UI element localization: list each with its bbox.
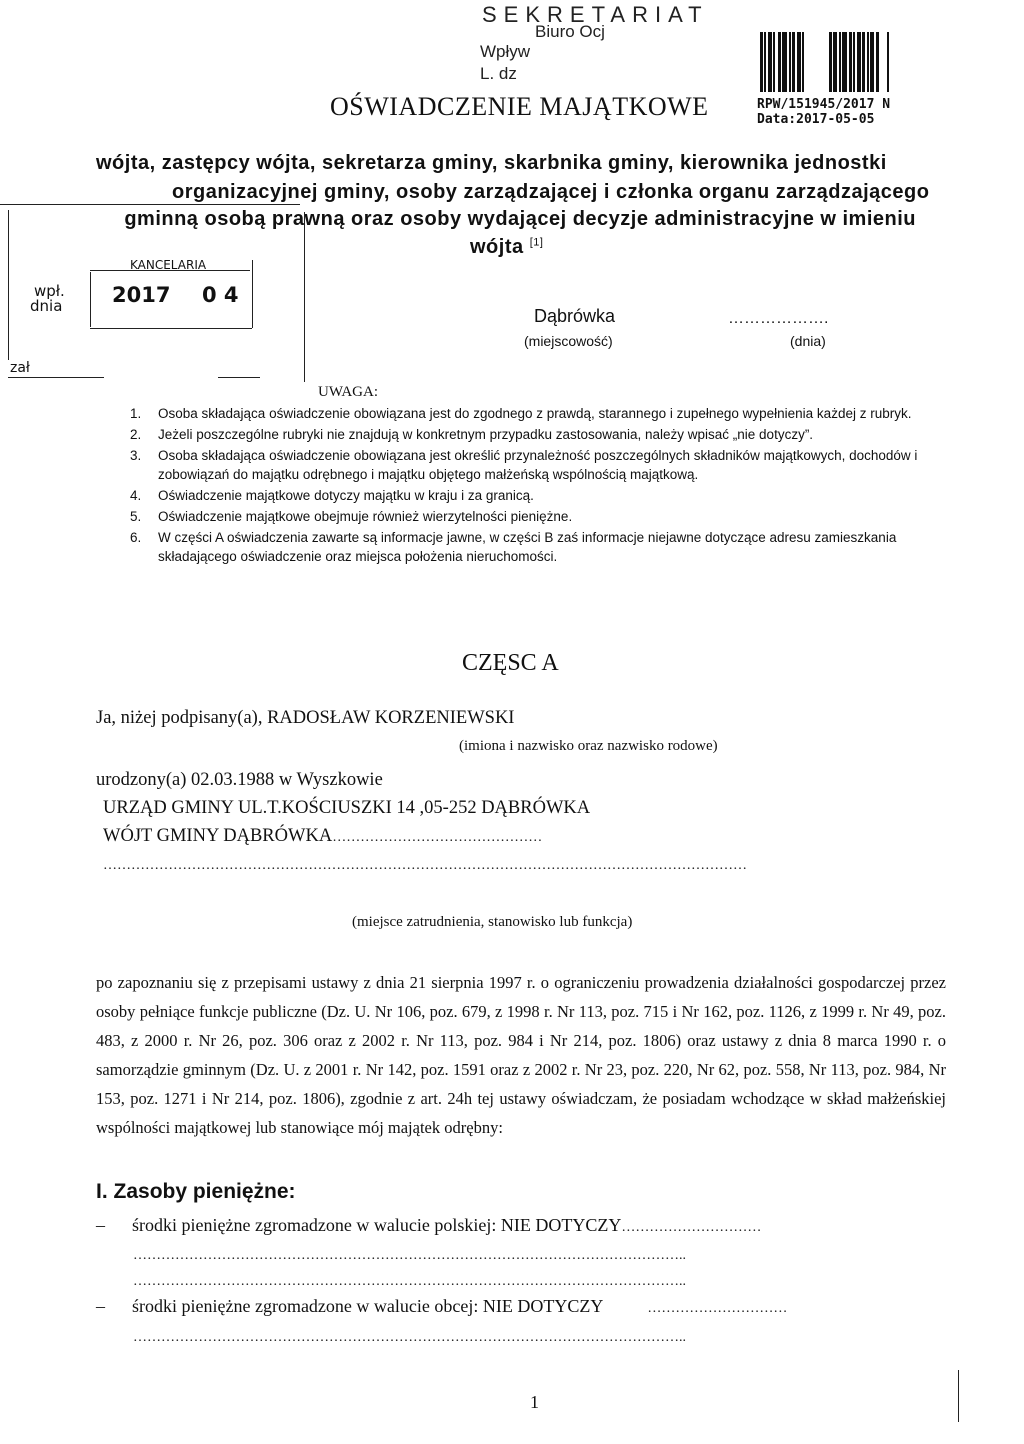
barcode <box>760 32 889 92</box>
money-pln-dash: – <box>96 1215 105 1235</box>
money-pln-text: środki pieniężne zgromadzone w walucie polskiej: NIE DOTYCZY <box>132 1215 622 1235</box>
declarant-name-label: (imiona i nazwisko oraz nazwisko rodowe) <box>459 738 718 754</box>
stamp-zal-rule <box>8 377 104 378</box>
subtitle-line-2: organizacyjnej gminy, osoby zarządzającej i członka organu zarządzającego <box>172 181 930 203</box>
stamp-office-name: KANCELARIA <box>130 258 207 272</box>
note-text: Oświadczenie majątkowe obejmuje również wierzytelności pieniężne. <box>158 509 573 524</box>
secretariat-stamp-received: Wpływ <box>480 42 531 61</box>
position-dots: ……………………………………… <box>332 830 543 845</box>
stamp-year: 2017 <box>112 283 171 307</box>
date-label: (dnia) <box>790 333 826 349</box>
note-text: W części A oświadczenia zawarte są informacje jawne, w części B zaś informacje niejawne dotyczące adresu zamieszkania składającego oświadczenie oraz miejsca położenia nieruchomości. <box>158 530 897 564</box>
stamp-name-rule <box>90 270 250 271</box>
stamp-right-border <box>304 212 305 382</box>
note-number: 5. <box>130 509 142 524</box>
subtitle-line-1: wójta, zastępcy wójta, sekretarza gminy, skarbnika gminy, kierownika jednostki <box>96 152 887 174</box>
money-foreign-text: środki pieniężne zgromadzone w walucie obcej: NIE DOTYCZY <box>132 1296 604 1316</box>
money-foreign-dots: ………………………… <box>647 1301 788 1316</box>
place-value: Dąbrówka <box>534 306 616 326</box>
page-number: 1 <box>530 1392 539 1412</box>
note-number: 4. <box>130 488 142 503</box>
position-value: WÓJT GMINY DĄBRÓWKA <box>103 826 333 846</box>
note-item <box>130 486 930 505</box>
note-text: Jeżeli poszczególne rubryki nie znajdują w konkretnym przypadku zastosowania, należy wpisać „nie dotyczy”. <box>158 427 814 442</box>
money-pln-dots: ………………………… <box>621 1220 762 1235</box>
note-text: Osoba składająca oświadczenie obowiązana jest określić przynależność poszczególnych składników majątkowych, dochodów i zobowiązań do majątku odrębnego i majątku objętego małżeńską wspólnością majątkową. <box>158 448 918 482</box>
stamp-wpl: wpł. <box>34 282 65 300</box>
stamp-left-border <box>8 210 9 360</box>
barcode-code: RPW/151945/2017 N <box>757 97 891 112</box>
place-label: (miejscowość) <box>524 333 613 349</box>
legal-basis-text: po zapoznaniu się z przepisami ustawy z dnia 21 sierpnia 1997 r. o ograniczeniu prowadzenia działalności gospodarczej przez osoby pełniące funkcje publiczne (Dz. U. Nr 106, poz. 679, z 1998 r. Nr 113, poz. 715 i Nr 162, poz. 1126, z 1999 r. Nr 49, poz. 483, z 2000 r. Nr 26, poz. 306 oraz z 2002 r. Nr 113, poz. 984 i Nr 214, poz. 1806) oraz ustawy z dnia 8 marca 1990 r. o samorządzie gminnym (Dz. U. z 2001 r. Nr 142, poz. 1591 oraz z 2002 r. Nr 23, poz. 220, Nr 62, poz. 558, Nr 113, poz. 984, Nr 153, poz. 1271 i Nr 214, poz. 1806), zgodnie z art. 24h tej ustawy oświadczam, że posiadam wchodzące w skład małżeńskiej wspólności majątkowej lub stanowiące mój majątek odrębny: <box>96 973 946 1137</box>
note-number: 2. <box>130 427 142 442</box>
note-item <box>130 446 930 484</box>
declarant-line: Ja, niżej podpisany(a), RADOSŁAW KORZENIEWSKI <box>96 708 515 728</box>
notes-list <box>130 404 930 566</box>
barcode-date: Data:2017-05-05 <box>757 112 875 127</box>
secretariat-stamp-number: L. dz <box>480 64 517 83</box>
stamp-top-rule <box>0 204 300 205</box>
stamp-zal: zał <box>10 360 30 376</box>
section-1-heading: I. Zasoby pieniężne: <box>96 1180 296 1203</box>
note-text: Oświadczenie majątkowe dotyczy majątku w kraju i za granicą. <box>158 488 534 503</box>
note-item <box>130 507 930 526</box>
secretariat-stamp-title: SEKRETARIAT <box>482 2 709 27</box>
subtitle-line-4 <box>470 236 543 259</box>
money-foreign-dots-line: ……………………………………………………………………………………………………….. <box>133 1330 686 1345</box>
money-pln-dots-line-2: ……………………………………………………………………………………………………….. <box>133 1274 686 1289</box>
footnote-marker: [1] <box>529 236 544 249</box>
employment-extra-dots: ………………………………………………………………………………………………………………………… <box>103 858 747 873</box>
subtitle-wojta: wójta <box>470 236 524 258</box>
employment-label: (miejsce zatrudnienia, stanowisko lub funkcja) <box>352 914 633 930</box>
money-pln-dots-line-1: ……………………………………………………………………………………………………….. <box>133 1248 686 1263</box>
document-title: OŚWIADCZENIE MAJĄTKOWE <box>330 92 709 121</box>
stamp-bottom-rule <box>90 328 252 329</box>
money-foreign-line <box>96 1296 787 1317</box>
note-item <box>130 528 930 566</box>
birth-line: urodzony(a) 02.03.1988 w Wyszkowie <box>96 770 383 790</box>
stamp-dnia: dnia <box>30 297 63 315</box>
note-item <box>130 425 930 444</box>
stamp-inner-left <box>90 272 91 327</box>
money-foreign-dash: – <box>96 1296 105 1316</box>
stamp-day: 0 4 <box>202 283 239 307</box>
right-edge-mark <box>958 1370 959 1422</box>
money-pln-line <box>96 1215 761 1236</box>
stamp-zal-rule-2 <box>218 377 260 378</box>
date-dots: ………………. <box>728 310 829 327</box>
secretariat-stamp-office: Biuro Ocj <box>535 22 605 41</box>
subtitle-line-3-clip <box>124 208 916 236</box>
employer-line: URZĄD GMINY UL.T.KOŚCIUSZKI 14 ,05-252 DĄBRÓWKA <box>103 798 591 818</box>
part-a-heading: CZĘSC A <box>462 650 559 676</box>
note-text: Osoba składająca oświadczenie obowiązana jest do zgodnego z prawdą, starannego i zupełnego wypełnienia każdej z rubryk. <box>158 406 912 421</box>
note-number: 3. <box>130 448 142 463</box>
notes-heading: UWAGA: <box>318 384 378 400</box>
stamp-inner-right <box>252 260 253 328</box>
note-number: 6. <box>130 530 142 545</box>
subtitle-line-3: gminną osobą prawną oraz osoby wydającej decyzje administracyjne w imieniu <box>124 208 916 230</box>
note-number: 1. <box>130 406 142 421</box>
position-line <box>103 826 542 847</box>
note-item <box>130 404 930 423</box>
